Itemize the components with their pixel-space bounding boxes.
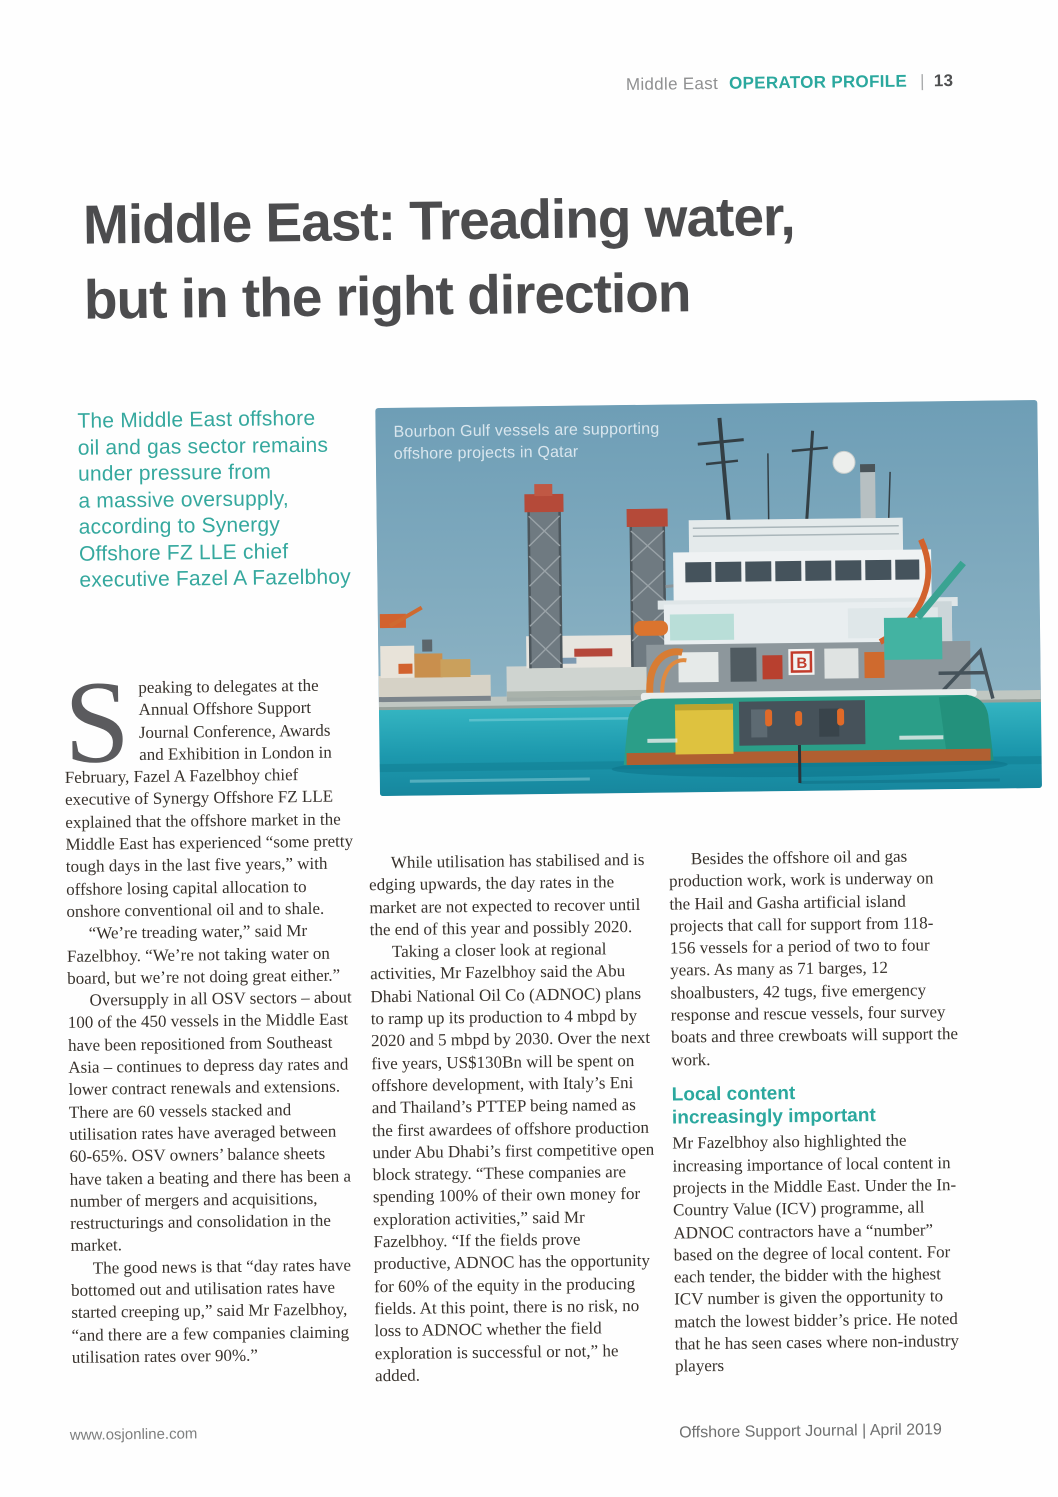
paragraph: Besides the offshore oil and gas production work, work is underway on the Hail and Gasha artificial island projects that call for support from 118-156 vessels for a period of two to four years. As many as 71 barges, 12 shoalbusters, 42 tugs, five emergency response and rescue vessels, four survey boats and three crewboats will support the work. <box>668 846 959 1070</box>
body-column-right <box>669 845 963 1378</box>
paragraph: The good news is that “day rates have bottomed out and utilisation rates have started creeping up,” said Mr Fazelbhoy, “and there are a few companies claiming utilisation rates over 90%.” <box>70 1255 352 1367</box>
radome <box>833 451 855 473</box>
standfirst <box>77 405 389 594</box>
paragraph: Mr Fazelbhoy also highlighted the increasing importance of local content in projects in the Middle East. Under the In-Country Value (ICV) programme, all ADNOC contractors have a “number” based on the degree of local content. For each tender, the bidder with the highest ICV number is given the opportunity to match the lowest bidder’s price. He noted that he has seen cases where non-industry players <box>672 1130 960 1376</box>
paragraph: Speaking to delegates at the Annual Offshore Support Journal Conference, Awards and Exhibition in London in February, Fazel A Fazelbhoy chief executive of Synergy Offshore FZ LLE explained that the offshore market in the Middle East has experienced “some pretty tough days in the last five years,” with offshore losing capital allocation to onshore conventional oil and to shale. <box>63 656 354 921</box>
body-column-left <box>63 656 360 1369</box>
article-title <box>83 179 796 338</box>
standfirst-line: The Middle East offshore <box>77 406 316 433</box>
operator-profile-label: OPERATOR PROFILE <box>728 71 908 93</box>
page-header <box>626 71 954 95</box>
page-number: 13 <box>933 71 954 91</box>
photo-caption <box>393 419 659 467</box>
caption-line: offshore projects in Qatar <box>393 444 579 464</box>
svg-text:B: B <box>796 654 808 672</box>
body-column-middle <box>369 849 664 1388</box>
header-separator: | <box>919 71 925 91</box>
standfirst-line: a massive oversupply, <box>78 486 289 513</box>
bourbon-logo <box>788 649 814 675</box>
standfirst-line: according to Synergy <box>78 513 281 539</box>
lifeboat <box>634 621 668 636</box>
lattice-tower <box>627 509 670 667</box>
header-section-label: Middle East <box>625 73 719 95</box>
standfirst-line: Offshore FZ LLE chief <box>78 539 289 566</box>
standfirst-line: oil and gas sector remains <box>77 433 329 460</box>
drop-cap: S <box>63 656 131 788</box>
subhead-line: increasingly important <box>671 1105 876 1129</box>
article-photo <box>375 400 1042 796</box>
footer-journal-date: Offshore Support Journal | April 2019 <box>679 1421 942 1442</box>
deck-crane <box>884 617 943 660</box>
title-line-1: Middle East: Treading water, <box>82 184 795 256</box>
local-content-subhead <box>672 1080 961 1130</box>
title-line-2: but in the right direction <box>83 261 691 332</box>
paragraph: While utilisation has stabilised and is edging upwards, the day rates in the market are not expected to recover until the end of this year and possibly 2020. <box>369 849 645 940</box>
standfirst-line: under pressure from <box>77 460 272 486</box>
standfirst-line: executive Fazel A Fazelbhoy <box>79 565 352 592</box>
stern-yellow <box>675 704 734 755</box>
subhead-line: Local content <box>671 1083 796 1106</box>
paragraph: Taking a closer look at regional activities, Mr Fazelbhoy said the Abu Dhabi National Oil Co (ADNOC) plans to ramp up its production to 4 mbpd by 2020 and 5 mbpd by 2030. Over the next five years, US$130Bn will be spent on offshore development, with Italy’s Eni and Thailand’s PTTEP being named as the first awardees of offshore production under Abu Dhabi’s first competitive open block strategy. “These companies are spending 100% of their own money for exploration activities,” said Mr Fazelbhoy. “If the fields prove productive, ADNOC has the opportunity for 60% of the equity in the producing fields. At this point, there is no risk, no loss to ADNOC whether the field exploration is successful or not,” he added. <box>370 939 655 1386</box>
paragraph: Oversupply in all OSV sectors – about 100 of the 450 vessels in the Middle East have been repositioned from Southeast Asia – continues to depress day rates and lower contract renewals and extensions. There are 60 vessels stacked and utilisation rates have averaged between 60-65%. OSV owners’ balance sheets have taken a beating and there has been a number of mergers and acquisitions, restructurings and consolidation in the market. <box>67 987 352 1256</box>
paragraph: “We’re treading water,” said Mr Fazelbhoy. “We’re not taking water on board, but we’re not doing great either.” <box>66 921 341 988</box>
footer-url: www.osjonline.com <box>69 1425 198 1444</box>
lattice-tower <box>524 484 565 668</box>
caption-line: Bourbon Gulf vessels are supporting <box>393 420 660 441</box>
